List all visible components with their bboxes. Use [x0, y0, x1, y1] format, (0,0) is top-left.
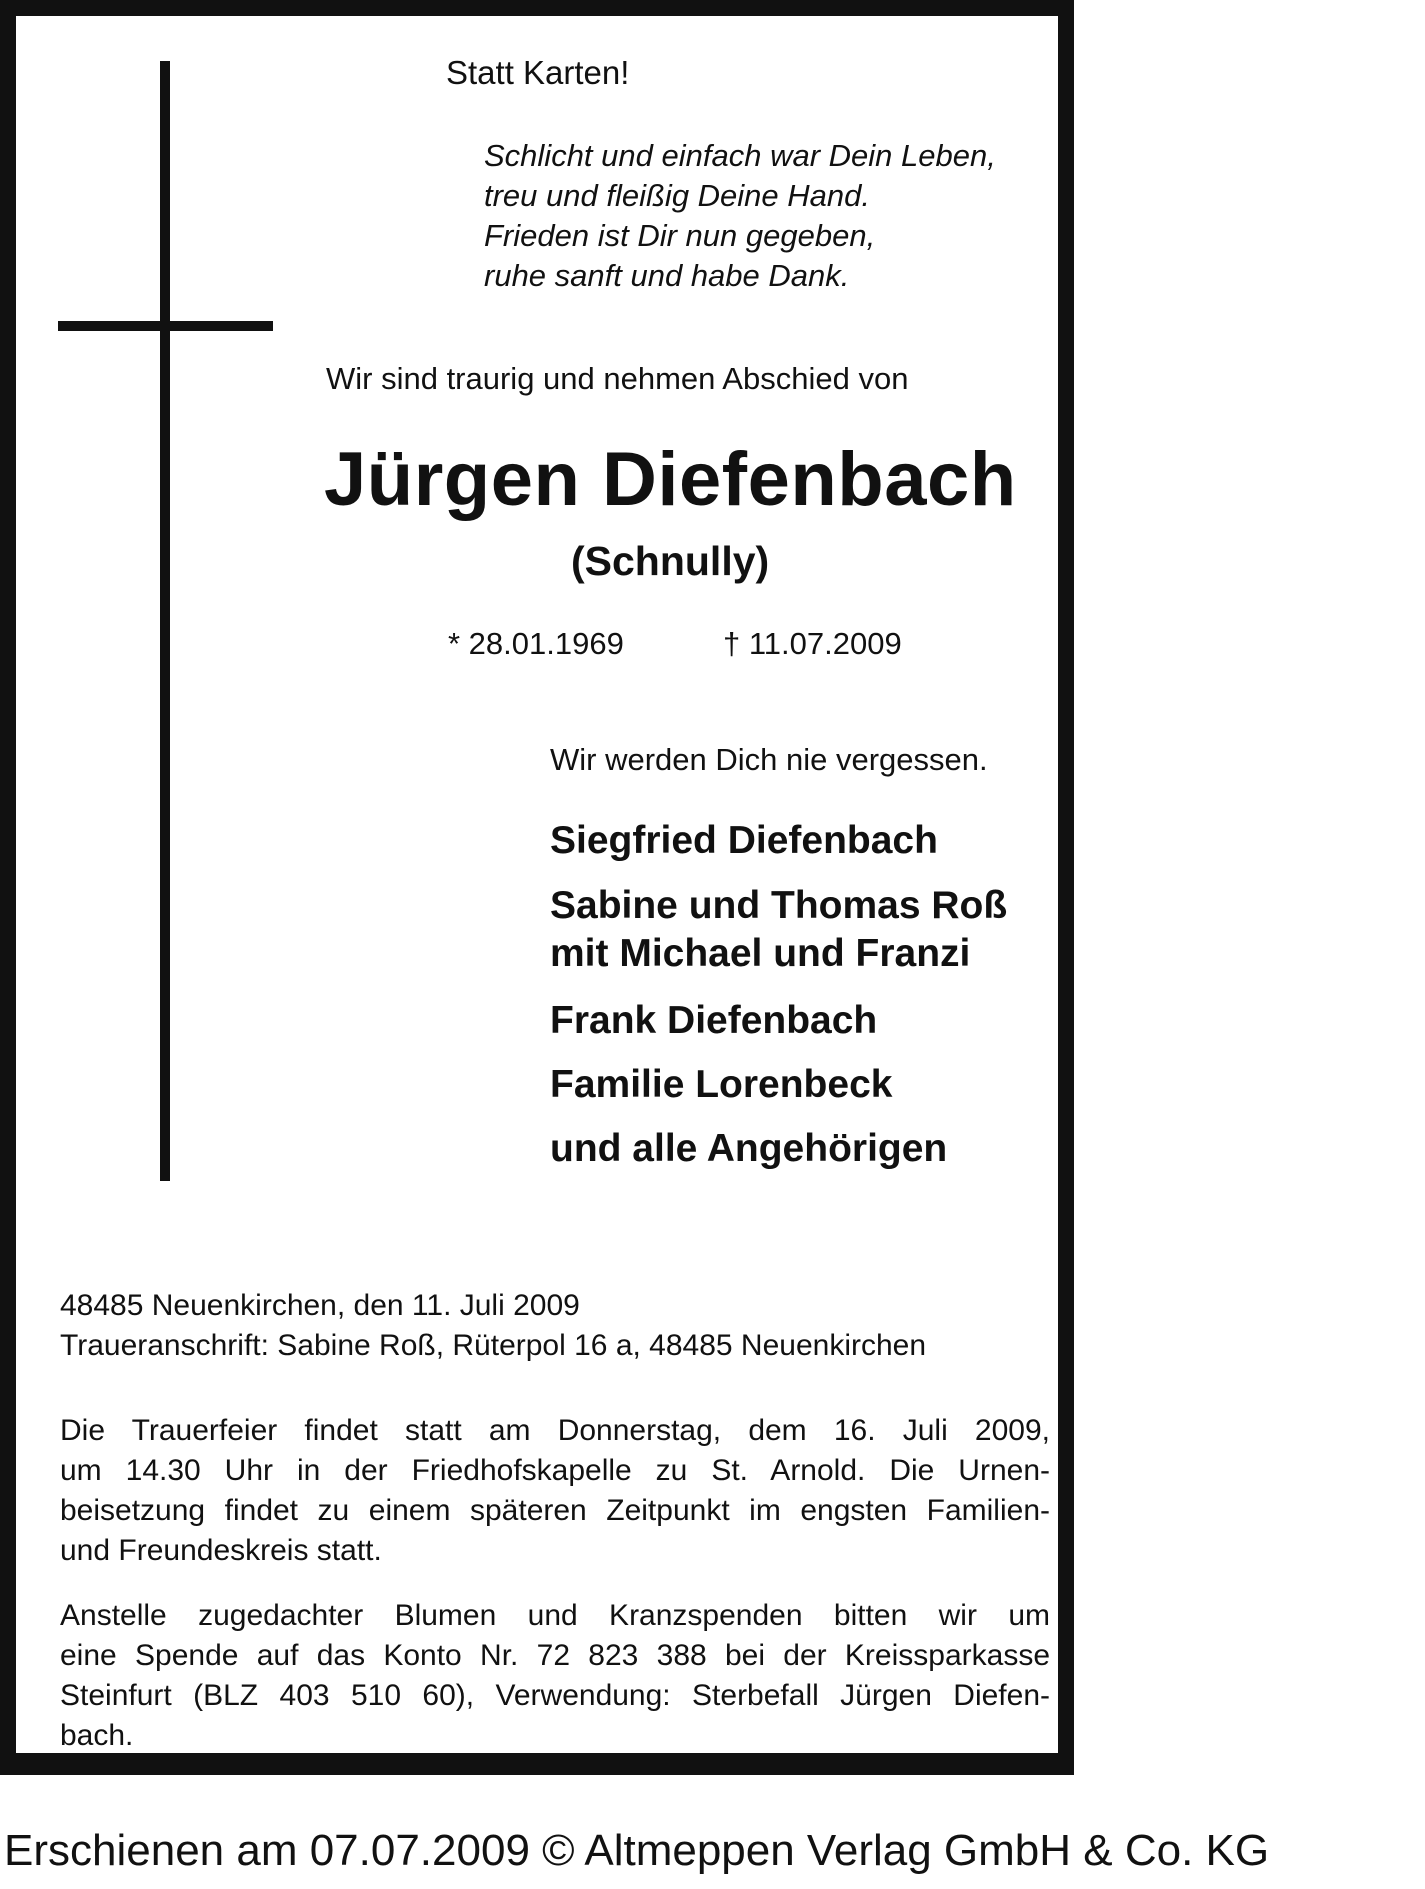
poem-line: ruhe sanft und habe Dank.	[484, 258, 850, 293]
cross-horizontal-bar	[58, 321, 273, 331]
donation-line: Anstelle zugedachter Blumen und Kranzspenden bitten wir um	[60, 1599, 1050, 1632]
mourner-name: Siegfried Diefenbach	[550, 819, 938, 862]
mourner-name: mit Michael und Franzi	[550, 932, 971, 975]
cross-vertical-bar	[160, 61, 170, 1181]
funeral-paragraph	[60, 1411, 1050, 1571]
poem-line: treu und fleißig Deine Hand.	[484, 178, 871, 213]
notice-heading: Statt Karten!	[446, 54, 630, 91]
mourner-name: Familie Lorenbeck	[550, 1063, 893, 1106]
death-date: † 11.07.2009	[723, 626, 902, 661]
donation-line: eine Spende auf das Konto Nr. 72 823 388 bei der Kreissparkasse	[60, 1639, 1050, 1672]
donation-line: bach.	[60, 1719, 134, 1752]
funeral-line: beisetzung findet zu einem späteren Zeitpunkt im engsten Familien-	[60, 1494, 1050, 1527]
mourner-name: und alle Angehörigen	[550, 1127, 948, 1170]
deceased-nickname: (Schnully)	[571, 538, 770, 584]
deceased-name: Jürgen Diefenbach	[324, 437, 1017, 522]
funeral-line: um 14.30 Uhr in der Friedhofskapelle zu St. Arnold. Die Urnen-	[60, 1454, 1050, 1487]
place-and-address	[60, 1286, 926, 1366]
mourner-name: Sabine und Thomas Roß	[550, 884, 1008, 927]
remembrance-line: Wir werden Dich nie vergessen.	[550, 742, 988, 777]
publication-footer: Erschienen am 07.07.2009 © Altmeppen Verlag GmbH & Co. KG	[4, 1826, 1270, 1875]
poem-line: Schlicht und einfach war Dein Leben,	[484, 138, 996, 173]
place-date: 48485 Neuenkirchen, den 11. Juli 2009	[60, 1289, 580, 1322]
poem-line: Frieden ist Dir nun gegeben,	[484, 218, 876, 253]
farewell-intro: Wir sind traurig und nehmen Abschied von	[326, 361, 909, 396]
donation-line: Steinfurt (BLZ 403 510 60), Verwendung: Sterbefall Jürgen Diefen-	[60, 1679, 1050, 1712]
poem	[484, 136, 996, 296]
mourning-address: Traueranschrift: Sabine Roß, Rüterpol 16 a, 48485 Neuenkirchen	[60, 1329, 927, 1362]
donation-paragraph	[60, 1596, 1050, 1756]
funeral-line: und Freundeskreis statt.	[60, 1534, 382, 1567]
mourner-name: Frank Diefenbach	[550, 999, 878, 1042]
birth-date: * 28.01.1969	[448, 626, 624, 661]
funeral-line: Die Trauerfeier findet statt am Donnerstag, dem 16. Juli 2009,	[60, 1414, 1050, 1447]
